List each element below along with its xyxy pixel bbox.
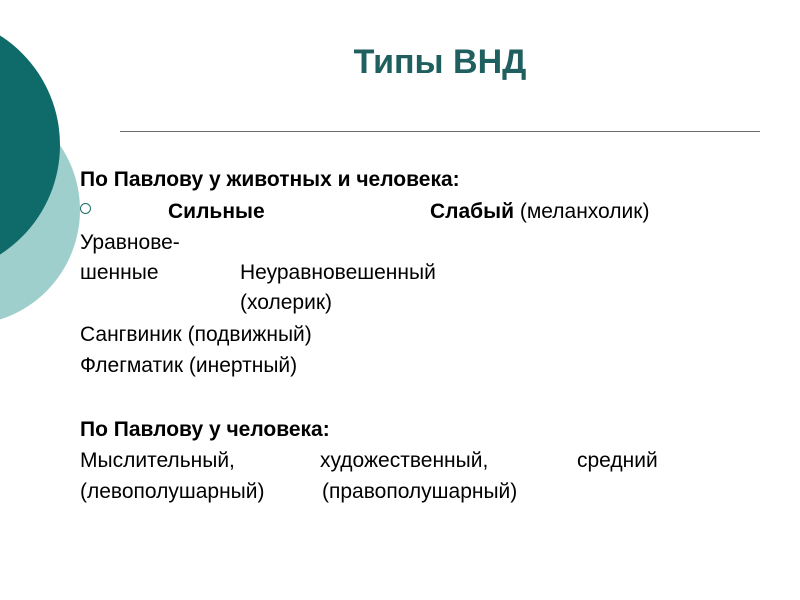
right-hemisphere-label: (правополушарный)	[322, 480, 518, 503]
title-divider	[120, 131, 760, 132]
weak-label: Слабый	[430, 200, 514, 223]
section1-heading: По Павлову у животных и человека:	[80, 168, 460, 191]
left-hemisphere-label: (левополушарный)	[80, 480, 265, 503]
slide-title: Типы ВНД	[353, 43, 527, 81]
phlegmatic-label: Флегматик (инертный)	[80, 354, 298, 377]
strong-label: Сильные	[168, 200, 265, 223]
weak-type	[430, 199, 649, 225]
unbalanced-note: (холерик)	[240, 291, 332, 314]
bullet-icon	[80, 203, 91, 214]
section2-heading: По Павлову у человека:	[80, 418, 330, 441]
artistic-type: художественный,	[320, 449, 489, 472]
unbalanced-label: Неуравновешенный	[240, 261, 436, 284]
sanguine-label: Сангвиник (подвижный)	[80, 323, 312, 346]
middle-type: средний	[577, 449, 658, 472]
balanced-line1: Уравнове-	[80, 231, 180, 254]
weak-note: (меланхолик)	[519, 200, 650, 223]
balanced-line2: шенные	[80, 261, 159, 284]
thinking-type: Мыслительный,	[80, 449, 235, 472]
